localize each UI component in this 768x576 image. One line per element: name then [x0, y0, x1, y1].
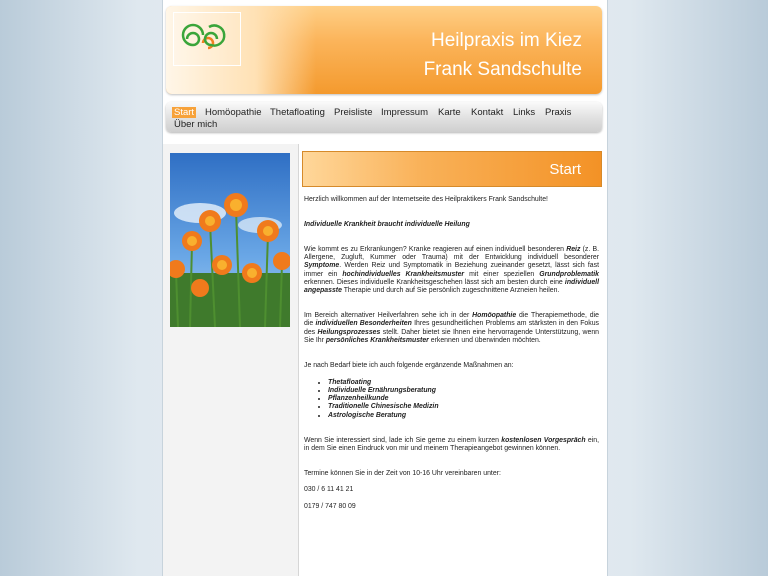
flowers-image — [170, 153, 290, 327]
nav-links[interactable]: Links — [513, 107, 536, 118]
header-title: Heilpraxis im Kiez — [431, 30, 582, 51]
nav-ueber-mich[interactable]: Über mich — [174, 119, 218, 130]
motto-text: Individuelle Krankheit braucht individuelle Heilung — [304, 220, 470, 228]
nav-thetafloating[interactable]: Thetafloating — [270, 107, 325, 118]
phone-number-2: 0179 / 747 80 09 — [304, 502, 356, 510]
main-content — [304, 196, 599, 511]
nav-impressum[interactable]: Impressum — [381, 107, 428, 118]
section-title: Start — [549, 161, 581, 178]
nav-homoeopathie[interactable]: Homöopathie — [205, 107, 262, 118]
nav-kontakt[interactable]: Kontakt — [471, 107, 504, 118]
nav-karte[interactable]: Karte — [438, 107, 461, 118]
list-item: • Astrologische Beratung — [328, 412, 599, 420]
welcome-text: Herzlich willkommen auf der Internetseite des Heilpraktikers Frank Sandschulte! — [304, 196, 548, 203]
section-header — [302, 151, 602, 187]
paragraph-2: Im Bereich alternativer Heilverfahren sehe ich in der Homöopathie die Therapiemethode, die die individuellen Besonderheiten Ihres gesundheitlichen Problems am stärksten in den Fokus des Heilungsprozesses stellt. Daher bietet sie Ihnen eine hervorragende Unterstützung, wenn Sie Ihr persönliches Krankheitsmuster erkennen und überwinden möchten. — [304, 312, 599, 345]
paragraph-5: Termine können Sie in der Zeit von 10-16 Uhr vereinbaren unter: — [304, 469, 501, 477]
paragraph-3: Je nach Bedarf biete ich auch folgende ergänzende Maßnahmen an: — [304, 361, 514, 369]
spiral-logo-icon — [177, 19, 237, 59]
list-item: • Thetafloating — [328, 379, 599, 387]
main-navigation — [166, 102, 602, 132]
list-item: • Pflanzenheilkunde — [328, 395, 599, 403]
list-item: • Traditionelle Chinesische Medizin — [328, 403, 599, 411]
nav-praxis[interactable]: Praxis — [545, 107, 572, 118]
list-item: • Individuelle Ernährungsberatung — [328, 387, 599, 395]
services-list — [304, 379, 599, 420]
header-banner — [166, 6, 602, 94]
logo[interactable] — [173, 12, 241, 66]
nav-preisliste[interactable]: Preisliste — [334, 107, 373, 118]
phone-number-1: 030 / 6 11 41 21 — [304, 486, 354, 494]
nav-start[interactable]: Start — [174, 107, 195, 118]
header-subtitle: Frank Sandschulte — [423, 59, 582, 80]
paragraph-4: Wenn Sie interessiert sind, lade ich Sie gerne zu einem kurzen kostenlosen Vorgespräch ein, in dem Sie einen Eindruck von mir und meinem Therapieangebot gewinnen können. — [304, 436, 599, 452]
paragraph-1: Wie kommt es zu Erkrankungen? Kranke reagieren auf einen individuell besonderen Reiz (z. B. Allergene, Zugluft, Kummer oder Trauma) mit der Entwicklung individuell besonderer Symptome. Werden Reiz und Symptomatik in Beziehung zueinander gesetzt, lässt sich fast immer ein hochindividuelles Krankheitsmuster mit einer speziellen Grundproblematik erkennen. Dieses individuelle Krankheitsgeschehen lässt sich am besten durch eine individuell angepasste Therapie und durch auf Sie persönlich zugeschnittene Arzneien heilen. — [304, 245, 599, 295]
